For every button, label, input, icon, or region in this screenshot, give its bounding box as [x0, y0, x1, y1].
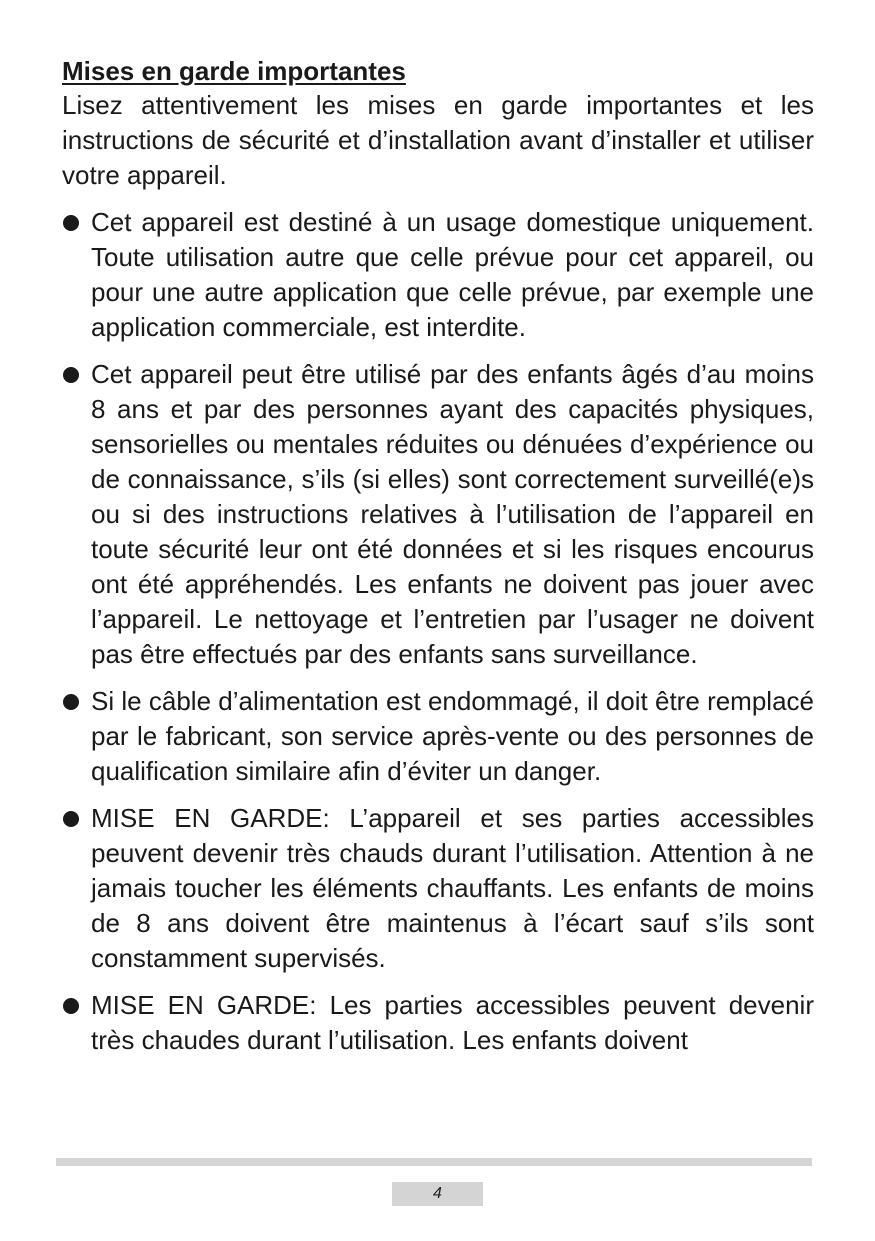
bullet-icon — [63, 811, 79, 827]
footer-divider — [56, 1158, 812, 1166]
list-item-text: MISE EN GARDE: L’appareil et ses parties accessibles peuvent devenir très chauds durant l’utilisation. Attention à ne jamais toucher les éléments chauffants. Les enfants de moins de 8 ans doivent être maintenus à l’écart sauf s’ils sont constamment supervisés. — [91, 803, 814, 973]
list-item — [62, 801, 814, 976]
page-content — [62, 54, 814, 1070]
list-item — [62, 205, 814, 345]
list-item — [62, 988, 814, 1058]
list-item-text: Cet appareil est destiné à un usage domestique uniquement. Toute utilisation autre que celle prévue pour cet appareil, ou pour une autre application que celle prévue, par exemple une application commerciale, est interdite. — [91, 207, 814, 342]
bullet-icon — [63, 694, 79, 710]
bullet-icon — [63, 998, 79, 1014]
page-number: 4 — [392, 1182, 483, 1206]
list-item — [62, 357, 814, 672]
intro-paragraph: Lisez attentivement les mises en garde importantes et les instructions de sécurité et d’installation avant d’installer et utiliser votre appareil. — [62, 90, 814, 190]
warning-list — [62, 205, 814, 1058]
section-title: Mises en garde importantes — [62, 56, 406, 86]
bullet-icon — [63, 367, 79, 383]
list-item — [62, 684, 814, 789]
list-item-text: Cet appareil peut être utilisé par des enfants âgés d’au moins 8 ans et par des personnes ayant des capacités physiques, sensorielles ou mentales réduites ou dénuées d’expérience ou de connaissance, s’ils (si elles) sont correctement surveillé(e)s ou si des instructions relatives à l’utilisation de l’appareil en toute sécurité leur ont été données et si les risques encourus ont été appréhendés. Les enfants ne doivent pas jouer avec l’appareil. Le nettoyage et l’entretien par l’usager ne doivent pas être effectués par des enfants sans surveillance. — [91, 359, 814, 669]
bullet-icon — [63, 215, 79, 231]
list-item-text: MISE EN GARDE: Les parties accessibles peuvent devenir très chaudes durant l’utilisation. Les enfants doivent — [91, 990, 814, 1055]
list-item-text: Si le câble d’alimentation est endommagé, il doit être remplacé par le fabricant, son service après-vente ou des personnes de qualification similaire afin d’éviter un danger. — [91, 686, 814, 786]
